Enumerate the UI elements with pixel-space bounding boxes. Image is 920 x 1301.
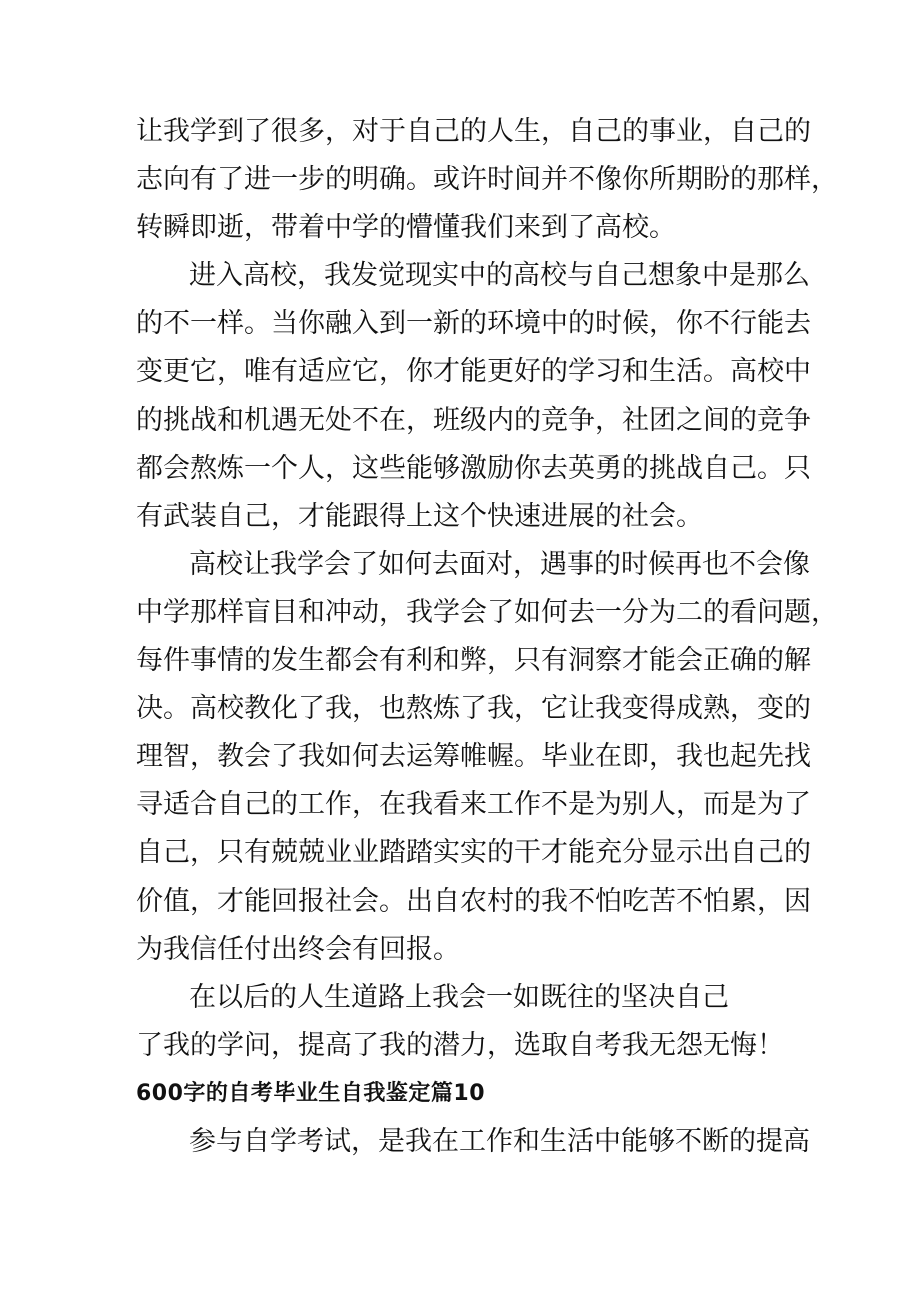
text-line: 变更它，唯有适应它，你才能更好的学习和生活。高校中 xyxy=(136,356,811,388)
text-line: 的挑战和机遇无处不在，班级内的竞争，社团之间的竞争 xyxy=(136,404,811,436)
text-line: 转瞬即逝，带着中学的懵懂我们来到了高校。 xyxy=(136,212,676,244)
text-line: 理智，教会了我如何去运筹帷幄。毕业在即，我也起先找 xyxy=(136,741,811,773)
text-line: 自己，只有兢兢业业踏踏实实的干才能充分显示出自己的 xyxy=(136,837,811,869)
text-line: 每件事情的发生都会有利和弊，只有洞察才能会正确的解 xyxy=(136,645,811,677)
paragraph-start-line: 在以后的人生道路上我会一如既往的坚决自己 xyxy=(189,981,729,1013)
text-line: 价值，才能回报社会。出自农村的我不怕吃苦不怕累，因 xyxy=(136,885,811,917)
paragraph-start-line: 进入高校，我发觉现实中的高校与自己想象中是那么 xyxy=(189,260,810,292)
paragraph-start-line: 参与自学考试，是我在工作和生活中能够不断的提高 xyxy=(189,1125,810,1157)
text-line: 有武装自己，才能跟得上这个快速进展的社会。 xyxy=(136,500,703,532)
text-line: 为我信任付出终会有回报。 xyxy=(136,933,460,965)
text-line: 中学那样盲目和冲动，我学会了如何去一分为二的看问题， xyxy=(136,596,838,628)
text-line: 了我的学问，提高了我的潜力，选取自考我无怨无悔！ xyxy=(136,1029,784,1061)
text-line: 都会熬炼一个人，这些能够激励你去英勇的挑战自己。只 xyxy=(136,452,811,484)
section-heading: 600字的自考毕业生自我鉴定篇10 xyxy=(136,1080,486,1106)
text-line: 寻适合自己的工作，在我看来工作不是为别人，而是为了 xyxy=(136,789,811,821)
text-line: 志向有了进一步的明确。或许时间并不像你所期盼的那样， xyxy=(136,164,838,196)
text-line: 让我学到了很多，对于自己的人生，自己的事业，自己的 xyxy=(136,116,811,147)
document-body xyxy=(136,108,838,1166)
paragraph-start-line: 高校让我学会了如何去面对，遇事的时候再也不会像 xyxy=(189,548,810,580)
text-line: 的不一样。当你融入到一新的环境中的时候，你不行能去 xyxy=(136,308,811,340)
text-line: 决。高校教化了我，也熬炼了我，它让我变得成熟，变的 xyxy=(136,693,811,725)
